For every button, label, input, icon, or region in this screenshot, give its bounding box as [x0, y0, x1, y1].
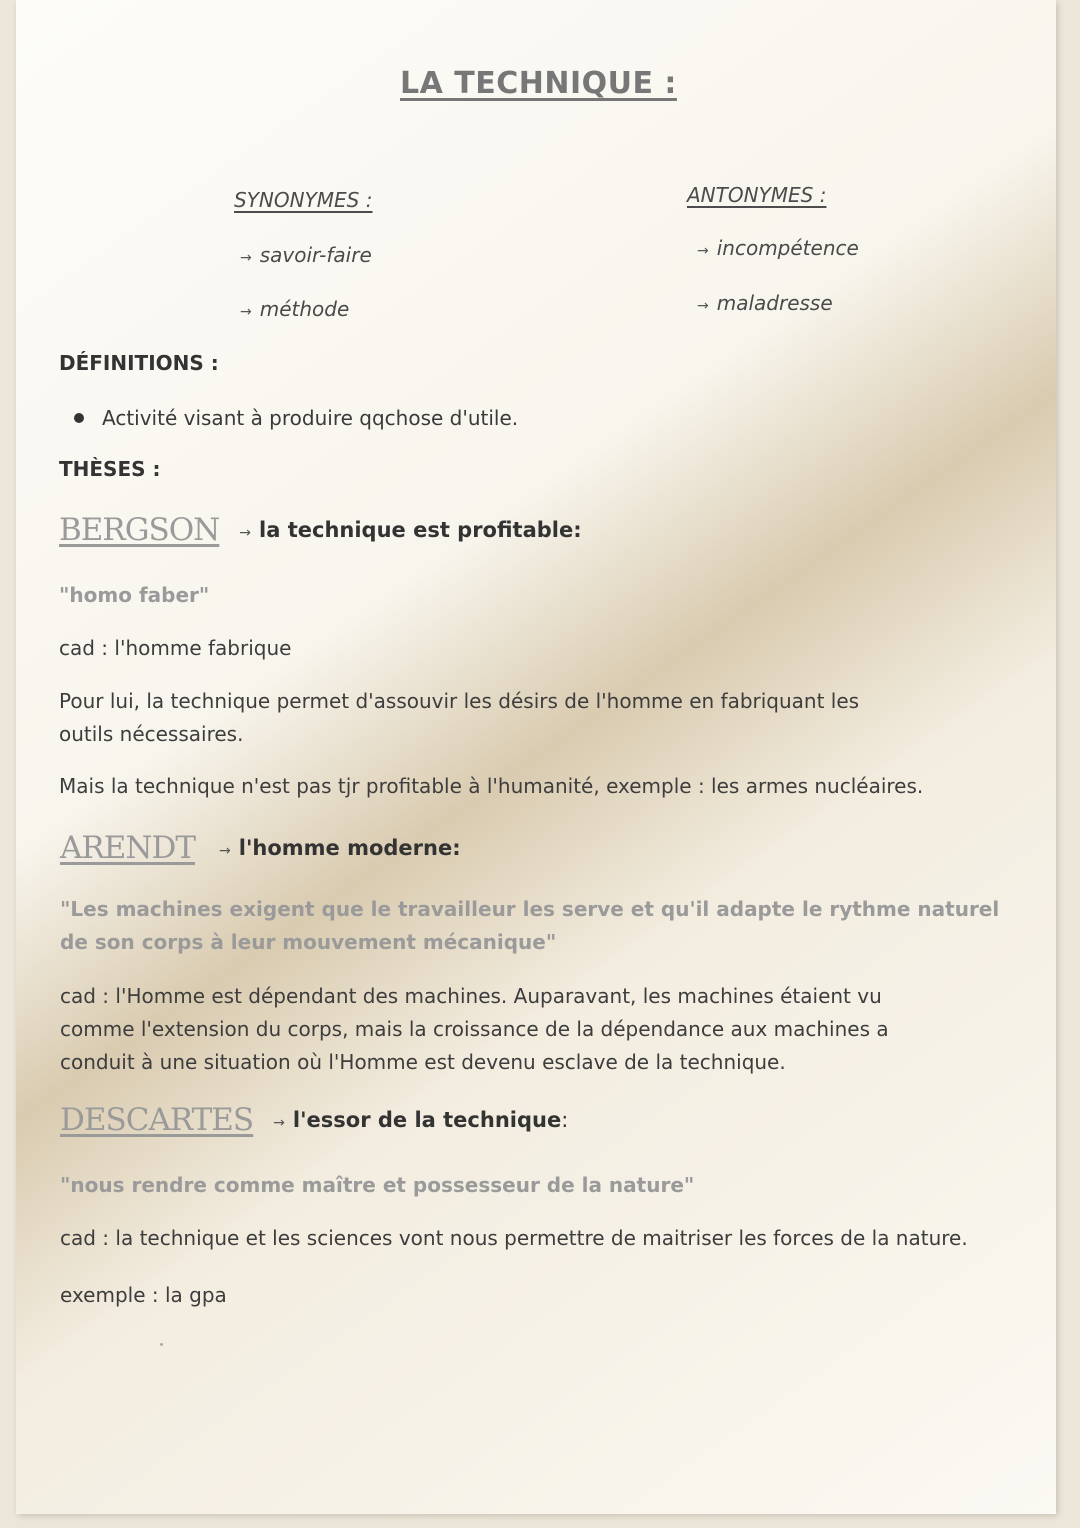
arrow-icon: → [240, 304, 252, 320]
synonym-item: → méthode [240, 297, 350, 321]
arrow-icon: → [273, 1115, 285, 1131]
author-thesis: → l'essor de la technique: [273, 1108, 569, 1132]
page-title: LA TECHNIQUE : [400, 66, 677, 101]
antonyms-heading: ANTONYMES : [687, 183, 827, 207]
arrow-icon: → [240, 250, 252, 266]
author-quote: "homo faber" [59, 583, 210, 607]
author-thesis: → la technique est profitable: [239, 518, 582, 542]
definition-item: Activité visant à produire qqchose d'utile. [74, 406, 518, 430]
paragraph: Pour lui, la technique permet d'assouvir les désirs de l'homme en fabriquant les outils nécessaires. [59, 689, 860, 746]
synonyms-heading: SYNONYMES : [234, 188, 373, 212]
author-name: ARENDT [60, 830, 196, 866]
author-name: DESCARTES [60, 1102, 254, 1138]
paragraph: cad : l'homme fabrique [59, 636, 292, 660]
arrow-icon: → [239, 525, 252, 541]
definitions-heading: DÉFINITIONS : [59, 351, 219, 375]
arrow-icon: → [219, 843, 231, 859]
synonym-item: → savoir-faire [240, 243, 372, 267]
antonym-item: → maladresse [697, 291, 833, 315]
paragraph: Mais la technique n'est pas tjr profitable à l'humanité, exemple : les armes nucléaires. [59, 774, 924, 798]
author-quote: "nous rendre comme maître et possesseur de la nature" [60, 1173, 695, 1197]
ink-dot [160, 1343, 163, 1346]
author-quote: "Les machines exigent que le travailleur les serve et qu'il adapte le rythme naturel de son corps à leur mouvement mécanique" [60, 897, 1000, 954]
author-row-bergson [59, 512, 582, 548]
author-row-arendt [60, 830, 461, 866]
paragraph: cad : la technique et les sciences vont nous permettre de maitriser les forces de la nature. [60, 1226, 968, 1250]
paragraph: cad : l'Homme est dépendant des machines. Auparavant, les machines étaient vu comme l'extension du corps, mais la croissance de la dépendance aux machines a conduit à une situation où l'Homme est devenu esclave de la technique. [60, 984, 889, 1074]
theses-heading: THÈSES : [59, 457, 161, 481]
antonym-item: → incompétence [697, 236, 859, 260]
bullet-icon [74, 413, 84, 423]
arrow-icon: → [697, 298, 709, 314]
arrow-icon: → [697, 243, 709, 259]
author-thesis: → l'homme moderne: [219, 836, 461, 860]
paragraph: exemple : la gpa [60, 1283, 227, 1307]
author-row-descartes [60, 1102, 568, 1138]
author-name: BERGSON [59, 512, 220, 548]
